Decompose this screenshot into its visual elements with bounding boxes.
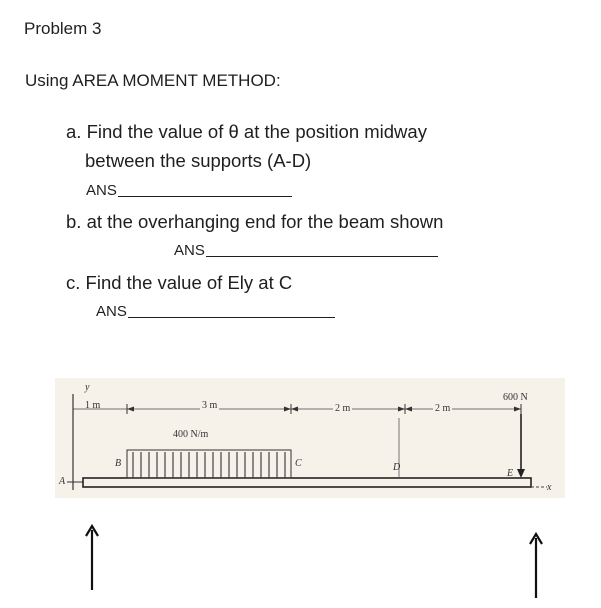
label-point-c: C bbox=[295, 458, 302, 469]
reaction-arrow-a-icon bbox=[82, 522, 102, 592]
question-c: c. Find the value of Ely at C bbox=[66, 272, 293, 293]
label-point-e: E bbox=[507, 468, 514, 479]
question-b: b. at the overhanging end for the beam shown bbox=[66, 211, 444, 232]
beam-diagram bbox=[55, 378, 565, 498]
label-2m-a: 2 m bbox=[335, 403, 351, 414]
label-distributed-load: 400 N/m bbox=[173, 429, 209, 440]
label-x: x bbox=[547, 482, 552, 493]
answer-c-label: ANS bbox=[96, 303, 127, 320]
distributed-load-arrows bbox=[133, 452, 285, 478]
question-a-line1: a. Find the value of θ at the position midway bbox=[66, 121, 427, 142]
answer-a-blank[interactable] bbox=[118, 195, 292, 197]
label-1m: 1 m bbox=[85, 400, 101, 411]
label-point-a: A bbox=[59, 476, 66, 487]
label-point-b: B bbox=[115, 458, 122, 469]
method-heading: Using AREA MOMENT METHOD: bbox=[25, 71, 281, 90]
answer-a bbox=[86, 182, 292, 199]
answer-c-blank[interactable] bbox=[128, 316, 335, 318]
beam bbox=[83, 478, 531, 487]
answer-b-label: ANS bbox=[174, 242, 205, 259]
label-2m-b: 2 m bbox=[435, 403, 451, 414]
label-y: y bbox=[85, 382, 90, 393]
question-a-line2: between the supports (A-D) bbox=[85, 150, 312, 171]
distributed-load-outline bbox=[127, 450, 291, 478]
answer-b-blank[interactable] bbox=[206, 255, 438, 257]
answer-a-label: ANS bbox=[86, 182, 117, 199]
label-3m: 3 m bbox=[202, 400, 218, 411]
answer-c bbox=[96, 303, 335, 320]
answer-b bbox=[174, 242, 438, 259]
reaction-arrow-e-icon bbox=[526, 530, 546, 600]
beam-figure bbox=[55, 378, 565, 498]
label-point-d: D bbox=[393, 462, 401, 473]
problem-title: Problem 3 bbox=[24, 19, 102, 38]
label-point-load: 600 N bbox=[503, 392, 528, 403]
